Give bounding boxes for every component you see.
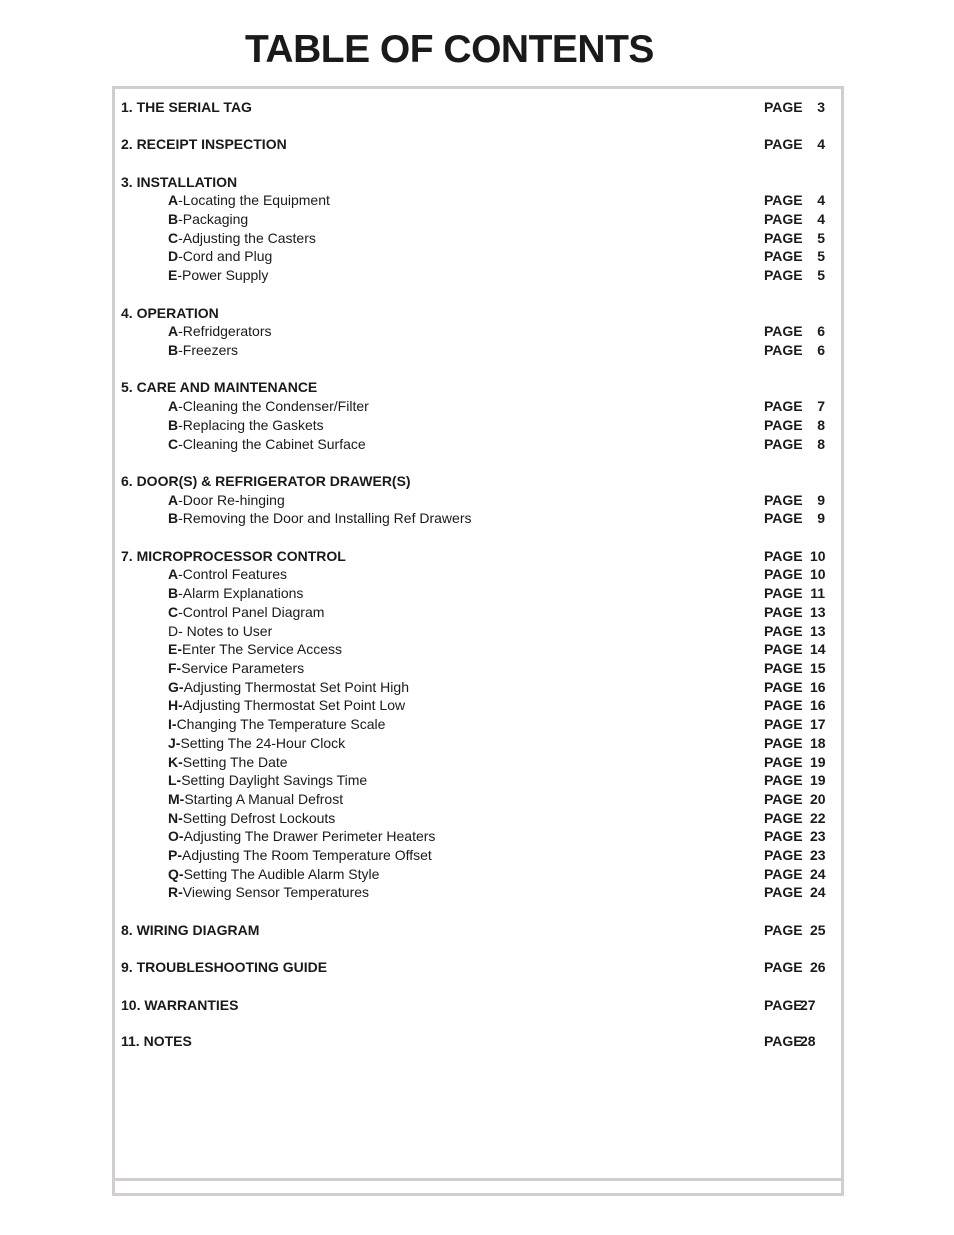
- toc-subsection[interactable]: [115, 603, 841, 621]
- toc-subsection[interactable]: [115, 565, 841, 583]
- toc-entry-letter: Q-: [168, 866, 184, 882]
- toc-entry-text: -Packaging: [178, 211, 249, 227]
- toc-subsection[interactable]: [115, 753, 841, 771]
- toc-entry-label: [168, 397, 369, 415]
- toc-page-ref: [764, 435, 825, 453]
- toc-entry-text: -Door Re-hinging: [178, 492, 285, 508]
- page-word: PAGE: [764, 398, 803, 414]
- toc-entry-text: Adjusting The Room Temperature Offset: [182, 847, 432, 863]
- toc-section[interactable]: [115, 1032, 841, 1050]
- page-word: PAGE: [764, 772, 803, 788]
- toc-entry-letter: L-: [168, 772, 182, 788]
- toc-entry-text: 5. CARE AND MAINTENANCE: [121, 379, 318, 395]
- toc-entry-letter: C: [168, 604, 179, 620]
- toc-entry-text: Viewing Sensor Temperatures: [182, 884, 370, 900]
- toc-subsection[interactable]: [115, 771, 841, 789]
- page-word: PAGE: [764, 697, 803, 713]
- toc-entry-letter: A: [168, 492, 179, 508]
- page-number: 7: [817, 398, 825, 414]
- toc-subsection[interactable]: [115, 416, 841, 434]
- toc-entry-text: -Control Features: [178, 566, 288, 582]
- contents-frame: [112, 86, 844, 1196]
- toc-entry-label: [121, 98, 252, 116]
- toc-subsection[interactable]: [115, 865, 841, 883]
- toc-entry-text: 9. TROUBLESHOOTING GUIDE: [121, 959, 328, 975]
- toc-entry-label: [168, 827, 435, 845]
- page-number: 5: [817, 230, 825, 246]
- toc-entry-text: Setting Daylight Savings Time: [181, 772, 368, 788]
- toc-entry-text: Adjusting Thermostat Set Point Low: [182, 697, 406, 713]
- page-word: PAGE: [764, 828, 803, 844]
- toc-entry-text: -Locating the Equipment: [178, 192, 330, 208]
- toc-page-ref: [764, 921, 825, 939]
- toc-entry-label: [168, 640, 342, 658]
- toc-entry-label: [168, 509, 471, 527]
- page-number: 28: [800, 1033, 816, 1049]
- toc-page-ref: [764, 584, 825, 602]
- page-number: 24: [810, 884, 826, 900]
- toc-subsection[interactable]: [115, 584, 841, 602]
- toc-entry-label: [168, 229, 316, 247]
- toc-entry-label: [168, 753, 288, 771]
- toc-page-ref: [764, 846, 825, 864]
- toc-entry-letter: A: [168, 398, 179, 414]
- toc-section[interactable]: [115, 135, 841, 153]
- toc-subsection[interactable]: [115, 678, 841, 696]
- page-number: 8: [817, 417, 825, 433]
- toc-page-ref: [764, 809, 825, 827]
- toc-page-ref: [764, 547, 825, 565]
- page-word: PAGE: [764, 510, 803, 526]
- toc-entry-label: [121, 135, 287, 153]
- page-word: PAGE: [764, 847, 803, 863]
- toc-subsection[interactable]: [115, 491, 841, 509]
- toc-entry-text: -Adjusting the Casters: [178, 230, 316, 246]
- toc-entry-text: Starting A Manual Defrost: [184, 791, 344, 807]
- toc-entry-text: Adjusting Thermostat Set Point High: [183, 679, 409, 695]
- toc-entry-letter: M-: [168, 791, 185, 807]
- toc-entry-letter: C: [168, 230, 179, 246]
- page-number: 23: [810, 828, 826, 844]
- page-word: PAGE: [764, 922, 803, 938]
- page-word: PAGE: [764, 99, 803, 115]
- page-number: 19: [810, 772, 826, 788]
- page-number: 10: [810, 548, 826, 564]
- toc-entry-text: Setting Defrost Lockouts: [182, 810, 336, 826]
- toc-entry-label: [168, 809, 335, 827]
- toc-page-ref: [764, 341, 825, 359]
- toc-entry-label: [168, 435, 366, 453]
- toc-section[interactable]: [115, 547, 841, 565]
- page-number: 6: [817, 323, 825, 339]
- page-number: 22: [810, 810, 826, 826]
- toc-entry-text: 6. DOOR(S) & REFRIGERATOR DRAWER(S): [121, 473, 411, 489]
- toc-entry-letter: J-: [168, 735, 181, 751]
- toc-section[interactable]: [115, 472, 841, 490]
- toc-entry-label: [168, 622, 272, 640]
- page-number: 9: [817, 492, 825, 508]
- page-word: PAGE: [764, 417, 803, 433]
- toc-entry-label: [168, 771, 367, 789]
- toc-page-ref: [764, 1032, 820, 1050]
- toc-section[interactable]: [115, 98, 841, 116]
- toc-entry-label: [168, 734, 345, 752]
- toc-entry-text: -Freezers: [178, 342, 239, 358]
- toc-section[interactable]: [115, 304, 841, 322]
- toc-subsection[interactable]: [115, 622, 841, 640]
- toc-entry-text: Enter The Service Access: [182, 641, 343, 657]
- toc-page-ref: [764, 996, 820, 1014]
- toc-entry-label: [121, 547, 346, 565]
- page-number: 8: [817, 436, 825, 452]
- page-word: PAGE: [764, 754, 803, 770]
- page-number: 4: [817, 192, 825, 208]
- toc-entry-text: -Cord and Plug: [178, 248, 273, 264]
- toc-entry-letter: E: [168, 267, 178, 283]
- toc-page-ref: [764, 135, 825, 153]
- toc-entry-text: 10. WARRANTIES: [121, 997, 239, 1013]
- page-word: PAGE: [764, 585, 803, 601]
- frame-bottom-divider: [115, 1178, 841, 1181]
- toc-page-ref: [764, 210, 825, 228]
- toc-subsection[interactable]: [115, 247, 841, 265]
- toc-entry-label: [121, 921, 259, 939]
- page-number: 16: [810, 679, 826, 695]
- toc-entry-letter: I-: [168, 716, 177, 732]
- toc-entry-letter: O-: [168, 828, 184, 844]
- toc-entry-text: -Cleaning the Cabinet Surface: [178, 436, 366, 452]
- page-number: 15: [810, 660, 826, 676]
- toc-entry-label: [121, 958, 327, 976]
- toc-entry-label: [168, 715, 385, 733]
- page-word: PAGE: [764, 997, 803, 1013]
- toc-entry-letter: C: [168, 436, 179, 452]
- toc-entry-text: -Refridgerators: [178, 323, 272, 339]
- toc-page-ref: [764, 790, 825, 808]
- toc-section[interactable]: [115, 921, 841, 939]
- toc-entry-letter: B: [168, 510, 179, 526]
- toc-page-ref: [764, 622, 825, 640]
- toc-entry-label: [168, 846, 432, 864]
- toc-entry-letter: A: [168, 192, 179, 208]
- page-number: 23: [810, 847, 826, 863]
- page-word: PAGE: [764, 136, 803, 152]
- toc-subsection[interactable]: [115, 696, 841, 714]
- toc-entry-label: [121, 378, 317, 396]
- toc-entry-letter: D: [168, 248, 179, 264]
- page-number: 20: [810, 791, 826, 807]
- page-word: PAGE: [764, 342, 803, 358]
- toc-page-ref: [764, 322, 825, 340]
- toc-entry-letter: B: [168, 211, 179, 227]
- page-word: PAGE: [764, 641, 803, 657]
- page-word: PAGE: [764, 660, 803, 676]
- toc-entry-text: -Replacing the Gaskets: [178, 417, 324, 433]
- toc-page-ref: [764, 191, 825, 209]
- toc-entry-text: Service Parameters: [181, 660, 305, 676]
- toc-page-ref: [764, 565, 825, 583]
- page-word: PAGE: [764, 716, 803, 732]
- page-number: 18: [810, 735, 826, 751]
- toc-entry-letter: A: [168, 323, 179, 339]
- toc-subsection[interactable]: [115, 846, 841, 864]
- toc-entry-text: Setting The 24-Hour Clock: [180, 735, 346, 751]
- toc-subsection[interactable]: [115, 509, 841, 527]
- page-word: PAGE: [764, 679, 803, 695]
- page-number: 6: [817, 342, 825, 358]
- toc-entry-text: Adjusting The Drawer Perimeter Heaters: [183, 828, 436, 844]
- toc-entry-label: [168, 266, 268, 284]
- toc-entry-text: -Control Panel Diagram: [178, 604, 325, 620]
- page-number: 14: [810, 641, 826, 657]
- toc-subsection[interactable]: [115, 191, 841, 209]
- toc-subsection[interactable]: [115, 322, 841, 340]
- toc-section[interactable]: [115, 378, 841, 396]
- toc-subsection[interactable]: [115, 210, 841, 228]
- toc-entry-text: 2. RECEIPT INSPECTION: [121, 136, 287, 152]
- toc-entry-label: [168, 341, 238, 359]
- toc-entry-text: -Cleaning the Condenser/Filter: [178, 398, 369, 414]
- page-word: PAGE: [764, 884, 803, 900]
- page-number: 4: [817, 211, 825, 227]
- toc-entry-text: Setting The Audible Alarm Style: [183, 866, 380, 882]
- toc-page-ref: [764, 827, 825, 845]
- toc-entry-label: [121, 1032, 192, 1050]
- page-number: 27: [800, 997, 816, 1013]
- toc-page-ref: [764, 509, 825, 527]
- toc-section[interactable]: [115, 958, 841, 976]
- toc-subsection[interactable]: [115, 827, 841, 845]
- page-number: 5: [817, 267, 825, 283]
- page-word: PAGE: [764, 959, 803, 975]
- toc-entry-text: -Power Supply: [177, 267, 269, 283]
- toc-page-ref: [764, 715, 825, 733]
- page-word: PAGE: [764, 735, 803, 751]
- page-word: PAGE: [764, 810, 803, 826]
- toc-entry-letter: H-: [168, 697, 183, 713]
- toc-entry-letter: F-: [168, 660, 182, 676]
- page-number: 9: [817, 510, 825, 526]
- toc-subsection[interactable]: [115, 659, 841, 677]
- toc-entry-text: 4. OPERATION: [121, 305, 219, 321]
- page-title: TABLE OF CONTENTS: [245, 28, 654, 71]
- toc-page-ref: [764, 865, 825, 883]
- toc-page-ref: [764, 247, 825, 265]
- toc-entry-text: -Alarm Explanations: [178, 585, 304, 601]
- page-number: 10: [810, 566, 826, 582]
- page-number: 19: [810, 754, 826, 770]
- toc-entry-label: [168, 696, 405, 714]
- toc-page-ref: [764, 696, 825, 714]
- toc-entry-label: [168, 191, 330, 209]
- page-word: PAGE: [764, 267, 803, 283]
- page-word: PAGE: [764, 211, 803, 227]
- toc-entry-text: 11. NOTES: [121, 1033, 192, 1049]
- toc-page-ref: [764, 734, 825, 752]
- page-word: PAGE: [764, 604, 803, 620]
- toc-page-ref: [764, 958, 825, 976]
- toc-entry-text: -Removing the Door and Installing Ref Drawers: [178, 510, 472, 526]
- toc-subsection[interactable]: [115, 883, 841, 901]
- toc-section[interactable]: [115, 173, 841, 191]
- toc-entry-letter: R-: [168, 884, 183, 900]
- toc-entry-label: [121, 472, 411, 490]
- page-word: PAGE: [764, 791, 803, 807]
- toc-entry-label: [168, 322, 272, 340]
- toc-page-ref: [764, 98, 825, 116]
- page-word: PAGE: [764, 623, 803, 639]
- page-number: 25: [810, 922, 826, 938]
- toc-page-ref: [764, 640, 825, 658]
- page-number: 13: [810, 623, 826, 639]
- toc-entry-label: [168, 565, 287, 583]
- toc-entry-label: [168, 416, 324, 434]
- toc-entry-letter: A: [168, 566, 179, 582]
- toc-entry-letter: G-: [168, 679, 184, 695]
- page-word: PAGE: [764, 548, 803, 564]
- toc-subsection[interactable]: [115, 341, 841, 359]
- page-number: 5: [817, 248, 825, 264]
- page-number: 17: [810, 716, 826, 732]
- toc-entry-text: D- Notes to User: [168, 623, 273, 639]
- page-word: PAGE: [764, 192, 803, 208]
- toc-page-ref: [764, 771, 825, 789]
- toc-entry-label: [168, 883, 369, 901]
- toc-page-ref: [764, 883, 825, 901]
- page-word: PAGE: [764, 566, 803, 582]
- toc-entry-text: 3. INSTALLATION: [121, 174, 238, 190]
- page-number: 13: [810, 604, 826, 620]
- toc-entry-text: Changing The Temperature Scale: [176, 716, 386, 732]
- toc-entry-label: [168, 865, 379, 883]
- toc-entry-letter: B: [168, 417, 179, 433]
- toc-page-ref: [764, 397, 825, 415]
- toc-entry-label: [121, 996, 238, 1014]
- toc-entry-text: 1. THE SERIAL TAG: [121, 99, 252, 115]
- toc-entry-text: 7. MICROPROCESSOR CONTROL: [121, 548, 346, 564]
- toc-page-ref: [764, 491, 825, 509]
- page-number: 16: [810, 697, 826, 713]
- page-number: 26: [810, 959, 826, 975]
- toc-entry-label: [168, 603, 324, 621]
- toc-page-ref: [764, 266, 825, 284]
- toc-subsection[interactable]: [115, 229, 841, 247]
- toc-entry-label: [168, 247, 272, 265]
- page-number: 11: [810, 585, 825, 601]
- page-word: PAGE: [764, 866, 803, 882]
- toc-page-ref: [764, 416, 825, 434]
- page-word: PAGE: [764, 323, 803, 339]
- toc-entry-letter: K-: [168, 754, 183, 770]
- toc-entry-label: [168, 584, 303, 602]
- page-number: 24: [810, 866, 826, 882]
- toc-entry-label: [121, 173, 237, 191]
- toc-subsection[interactable]: [115, 397, 841, 415]
- toc-entry-label: [168, 210, 248, 228]
- page-word: PAGE: [764, 248, 803, 264]
- toc-entry-label: [168, 659, 304, 677]
- toc-entry-label: [121, 304, 219, 322]
- toc-subsection[interactable]: [115, 790, 841, 808]
- page-number: 4: [817, 136, 825, 152]
- toc-entry-letter: B: [168, 342, 179, 358]
- toc-entry-label: [168, 790, 343, 808]
- toc-entry-label: [168, 491, 285, 509]
- toc-section[interactable]: [115, 996, 841, 1014]
- toc-subsection[interactable]: [115, 266, 841, 284]
- toc-entry-text: Setting The Date: [182, 754, 288, 770]
- toc-subsection[interactable]: [115, 435, 841, 453]
- page-word: PAGE: [764, 230, 803, 246]
- page-word: PAGE: [764, 492, 803, 508]
- toc-page-ref: [764, 659, 825, 677]
- toc-entry-label: [168, 678, 409, 696]
- toc-entry-letter: E-: [168, 641, 182, 657]
- toc-subsection[interactable]: [115, 734, 841, 752]
- page-word: PAGE: [764, 1033, 803, 1049]
- toc-page-ref: [764, 603, 825, 621]
- page-number: 3: [817, 99, 825, 115]
- toc-subsection[interactable]: [115, 715, 841, 733]
- page-word: PAGE: [764, 436, 803, 452]
- toc-entry-letter: P-: [168, 847, 182, 863]
- toc-entry-letter: B: [168, 585, 179, 601]
- toc-page-ref: [764, 753, 825, 771]
- toc-subsection[interactable]: [115, 640, 841, 658]
- toc-entry-letter: N-: [168, 810, 183, 826]
- toc-page-ref: [764, 229, 825, 247]
- toc-entry-text: 8. WIRING DIAGRAM: [121, 922, 260, 938]
- toc-page-ref: [764, 678, 825, 696]
- toc-subsection[interactable]: [115, 809, 841, 827]
